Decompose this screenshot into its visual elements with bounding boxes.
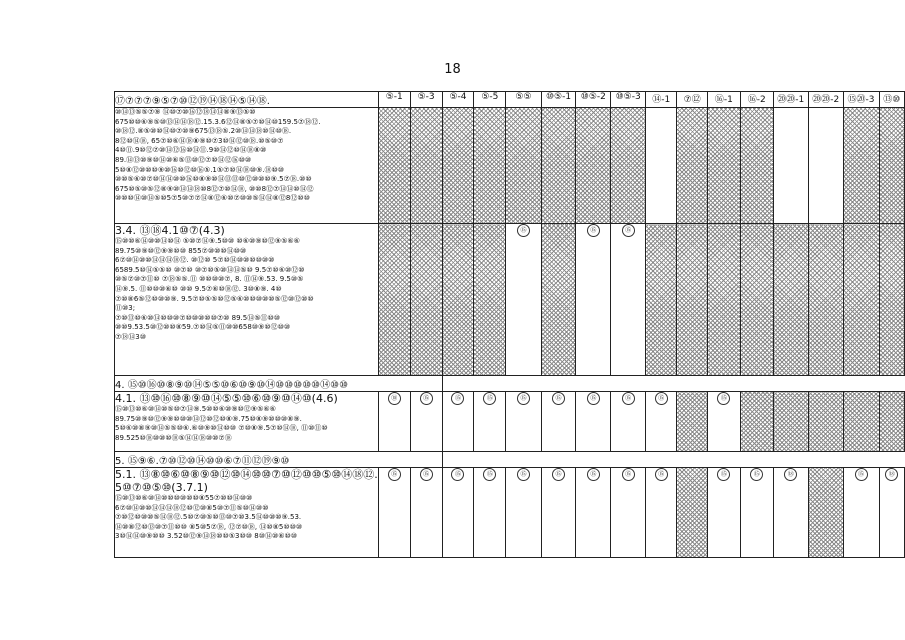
marker: ⑮ xyxy=(750,468,763,481)
column-header: ⑯-1 xyxy=(707,92,740,108)
marker: ⑮ xyxy=(855,468,868,481)
section-row xyxy=(115,452,905,468)
marker: ⑱ xyxy=(885,468,898,481)
hatched-cell xyxy=(808,392,843,452)
hatched-cell xyxy=(879,224,904,376)
section-row xyxy=(115,376,905,392)
row-text: ⑩⑤⑦⑩⑦⑪⑩ ⑦⑱⑤⑤.⑪ ⑩⑩⑩⑩⑦, 8. ⑪⑭⑨.53. 9.5⑩⑤ xyxy=(115,275,304,284)
column-header: ⑩⑤-3 xyxy=(611,92,646,108)
marker: ⑮ xyxy=(420,468,433,481)
mark-cell xyxy=(576,224,611,376)
mark-cell xyxy=(442,392,474,452)
marker: ⑮ xyxy=(483,392,496,405)
row-text: 3⑩⑭⑭⑩⑨⑩⑩ 3.52⑩⑫⑨⑭⑱⑩⑩⑤3⑩⑩ 8⑩⑭⑩⑥⑩⑩ xyxy=(115,532,298,541)
mark-cell xyxy=(773,468,808,558)
row-title: 5⑩⑦⑩⑤⑩(3.7.1) xyxy=(115,481,208,494)
row-text: 89.525⑩⑱⑩⑩⑩⑱⑤⑭⑭⑱⑩⑩⑦⑱ xyxy=(115,433,232,442)
mark-cell xyxy=(506,224,541,376)
row-text: ⑦⑩⑧6⑤⑫⑩⑩⑩⑨. 9.5⑦⑩⑤⑤⑩⑫⑤⑥⑩⑩⑩⑩⑩⑤⑫⑩⑫⑩⑩ xyxy=(115,294,314,303)
hatched-cell xyxy=(576,108,611,224)
mark-cell xyxy=(611,392,646,452)
mark-cell xyxy=(410,468,442,558)
mark-cell xyxy=(879,468,904,558)
table-row xyxy=(115,392,905,452)
mark-cell xyxy=(378,468,410,558)
hatched-cell xyxy=(740,108,773,224)
row-title: 3.4. ⑬⑱4.1⑩⑦(4.3) xyxy=(115,224,225,237)
marker: ⑮ xyxy=(517,392,530,405)
row-text: ⑮⑩⑬⑩⑥⑩⑭⑩⑤⑩⑦⑭⑨.5⑩⑩⑥⑩⑨⑩⑫⑨⑤⑥⑥ xyxy=(115,405,276,413)
row-text: ⑩⑩⑤⑥⑩⑦⑩⑭⑭⑩⑩⑯⑩⑧⑨⑩⑭⑬⑬⑩⑫⑩⑩⑩⑨.5⑦⑱.⑩⑩ xyxy=(115,175,312,184)
row-description xyxy=(115,224,379,376)
marker: ⑮ xyxy=(587,468,600,481)
row-text: 89.75⑩⑨⑩⑫⑨⑨⑩⑩⑩⑭⑫⑩⑫⑩⑧⑨.75⑩⑧⑨⑩⑩⑩⑧⑨. xyxy=(115,414,302,423)
marker: ⑮ xyxy=(655,392,668,405)
section-spacer xyxy=(442,452,904,468)
column-header: ⑭-1 xyxy=(646,92,677,108)
hatched-cell xyxy=(506,108,541,224)
column-header: ⑩⑤-2 xyxy=(576,92,611,108)
row-text: 675⑩⑩⑥⑨⑤⑩⑬⑭⑭⑱⑫.15.3.6⑫⑭⑧⑤⑦⑩⑭⑩159.5⑦⑱⑫. xyxy=(115,117,321,126)
hatched-cell xyxy=(773,392,808,452)
hatched-cell xyxy=(879,108,904,224)
column-header: ⑤⑤ xyxy=(506,92,541,108)
hatched-cell xyxy=(410,224,442,376)
column-header: ⑮⑳-3 xyxy=(843,92,879,108)
mark-cell xyxy=(646,468,677,558)
column-header: ⑳⑳-2 xyxy=(808,92,843,108)
row-text: ⑩⑭⑬⑤⑤⑦⑨ ⑭⑩⑦⑩⑯⑫⑱⑭⑭⑧⑨⑬⑤⑩ xyxy=(115,108,256,116)
column-header: ⑤-4 xyxy=(442,92,474,108)
mark-cell xyxy=(442,468,474,558)
hatched-cell xyxy=(677,468,707,558)
row-title: 5.1. ⑬⑧⑩⑥⑩⑧⑨⑩⑫⑩⑭⑩⑩⑦⑩⑫⑩⑩⑤⑩⑭⑱⑫. xyxy=(115,468,378,481)
row-text: ⑦⑱⑭3⑩ xyxy=(115,332,147,341)
hatched-cell xyxy=(843,392,879,452)
mark-cell xyxy=(646,392,677,452)
mark-cell xyxy=(541,468,576,558)
mark-cell xyxy=(506,468,541,558)
mark-cell xyxy=(474,468,506,558)
mark-cell xyxy=(707,392,740,452)
row-description xyxy=(115,108,379,224)
mark-cell xyxy=(506,392,541,452)
hatched-cell xyxy=(611,108,646,224)
hatched-cell xyxy=(442,224,474,376)
page-number: 18 xyxy=(444,62,461,77)
marker: ⑮ xyxy=(483,468,496,481)
hatched-cell xyxy=(541,224,576,376)
column-header: ⑦⑫ xyxy=(677,92,707,108)
marker: ⑮ xyxy=(420,392,433,405)
row-text: 89.75⑩⑨⑩⑫⑨⑨⑩⑩ 855⑦⑩⑩⑩⑭⑩⑩ xyxy=(115,246,247,255)
section-title: 5. ⑮⑨⑥.⑦⑩⑫⑩⑭⑩⑩⑥⑦⑪⑫⑲⑨⑩ xyxy=(115,452,443,468)
row-text: ⑩⑩9.53.5⑩⑫⑩⑩⑧59.⑦⑩⑭⑤⑪⑩⑩658⑩⑨⑩⑫⑩⑩ xyxy=(115,323,291,332)
marker: ⑮ xyxy=(622,392,635,405)
row-text: ⑦⑩⑫⑩⑩⑩⑤⑭⑱⑫.5⑩⑦⑩⑤⑩⑬⑩⑦⑩3.5⑭⑩⑩⑩⑨.53. xyxy=(115,513,302,522)
section-title: 4. ⑮⑩⑯⑩⑧⑨⑩⑭⑤⑤⑩⑥⑩⑨⑩⑭⑩⑩⑩⑩⑩⑭⑩⑩ xyxy=(115,376,443,392)
row-description xyxy=(115,392,379,452)
table-row xyxy=(115,468,905,558)
empty-cell xyxy=(808,108,843,224)
row-text: 6⑦⑩⑭⑩⑩⑭⑭⑭⑱⑫. ⑩⑫⑩ 5⑦⑩⑭⑩⑩⑩⑩⑩⑩ xyxy=(115,256,275,265)
row-text: 6589.5⑩⑭⑤⑤⑩ ⑩⑦⑩ ⑩⑦⑩⑤⑩⑭⑭⑤⑩ 9.5⑦⑩⑥⑩⑫⑩ xyxy=(115,265,305,274)
marker: ⑮ xyxy=(587,392,600,405)
marker: ⑮ xyxy=(388,468,401,481)
row-title: 4.1. ⑬⑩⑯⑩⑧⑨⑩⑭⑤⑤⑩⑥⑩⑨⑩⑭⑩(4.6) xyxy=(115,392,338,405)
mark-cell xyxy=(410,392,442,452)
mark-cell xyxy=(474,392,506,452)
hatched-cell xyxy=(474,224,506,376)
hatched-cell xyxy=(677,224,707,376)
hatched-cell xyxy=(740,392,773,452)
row-text: 5⑩⑧⑫⑩⑩⑩⑨⑩⑯⑩⑫⑩⑯⑤.1⑤⑦⑩⑭⑱⑩⑨.⑱⑩⑩ xyxy=(115,165,285,174)
row-text: ⑩⑩⑩⑭⑩⑭⑤⑩5⑦5⑩⑦⑦⑭⑧⑫⑥⑩⑦⑩⑩⑤⑭⑭⑧⑫8⑫⑩⑩ xyxy=(115,194,310,203)
hatched-cell xyxy=(646,224,677,376)
hatched-cell xyxy=(843,108,879,224)
empty-cell xyxy=(773,108,808,224)
empty-cell xyxy=(646,108,677,224)
column-header: ⑳⑳-1 xyxy=(773,92,808,108)
hatched-cell xyxy=(843,224,879,376)
column-header: ⑤-5 xyxy=(474,92,506,108)
mark-cell xyxy=(576,392,611,452)
row-text: 6⑦⑩⑭⑩⑩⑭⑭⑭⑱⑫⑩⑫⑩⑧5⑩⑦⑪⑤⑩⑭⑩⑩ xyxy=(115,503,269,512)
hatched-cell xyxy=(808,468,843,558)
hatched-cell xyxy=(808,224,843,376)
row-text: 4⑩⑪.9⑩⑫⑦⑩⑭⑫⑯⑩⑭⑪.9⑩⑭⑫⑩⑭⑱⑧⑩ xyxy=(115,146,267,155)
mark-cell xyxy=(707,468,740,558)
row-text: ⑪⑩3; xyxy=(115,304,136,313)
row-text: ⑭⑨.5. ⑪⑩⑩⑩⑥⑩ ⑩⑩ 9.5⑦⑥⑩⑱⑫. 3⑩⑧⑨. 4⑩ xyxy=(115,284,282,293)
marker: ⑮ xyxy=(717,392,730,405)
table-row xyxy=(115,224,905,376)
hatched-cell xyxy=(378,224,410,376)
marker: ⑮ xyxy=(587,224,600,237)
row-text: 5⑩⑥⑩⑧⑨⑩⑭⑤⑤⑩⑥.⑥⑩⑨⑩⑭⑩⑩ ⑦⑩⑧⑨.5⑦⑩⑭⑱, ⑪⑩⑪⑩ xyxy=(115,424,328,433)
row-text: 8⑫⑩⑭⑱, 65⑦⑩⑥⑭⑱⑧⑨⑩⑦3⑩⑭⑫⑩⑱.⑩⑤⑩⑦ xyxy=(115,136,284,145)
marker: ⑮ xyxy=(717,468,730,481)
mark-cell xyxy=(611,468,646,558)
marker: ⑮ xyxy=(517,224,530,237)
row-text: 89.⑭⑬⑩⑨⑩⑭⑩⑥⑤⑬⑩⑫⑦⑩⑭⑫⑯⑩⑩ xyxy=(115,155,252,164)
mark-cell xyxy=(576,468,611,558)
hatched-cell xyxy=(541,108,576,224)
header-title: ⑰⑦⑦⑦⑨⑤⑦⑩⑫⑲⑭⑱⑭⑤⑭⑱. xyxy=(115,92,379,108)
hatched-cell xyxy=(879,392,904,452)
marker: ⑮ xyxy=(622,224,635,237)
mark-cell xyxy=(740,468,773,558)
hatched-cell xyxy=(442,108,474,224)
hatched-cell xyxy=(740,224,773,376)
row-text: 675⑩⑤⑩⑤⑫⑧⑨⑩⑭⑭⑱⑩8⑫⑦⑩⑭⑱, ⑩⑩8⑫⑦⑭⑭⑩⑭⑫ xyxy=(115,184,314,193)
column-header: ⑤-1 xyxy=(378,92,410,108)
requirements-matrix xyxy=(114,91,905,558)
row-description xyxy=(115,468,379,558)
hatched-cell xyxy=(707,224,740,376)
row-text: ⑮⑩⑩⑥⑭⑩⑩⑭⑩⑭ ⑤⑩⑦⑭⑨.5⑩⑩ ⑩⑥⑩⑨⑩⑫⑨⑤⑥⑥ xyxy=(115,237,300,245)
mark-cell xyxy=(378,392,410,452)
table-row xyxy=(115,108,905,224)
row-text: ⑦⑩⑬⑩⑥⑩⑭⑩⑩⑩⑦⑩⑩⑩⑩⑩⑦⑩ 89.5⑭⑤⑪⑩⑩ xyxy=(115,313,281,322)
marker: ⑮ xyxy=(655,468,668,481)
column-header: ⑩⑤-1 xyxy=(541,92,576,108)
mark-cell xyxy=(541,392,576,452)
marker: ⑱ xyxy=(388,392,401,405)
row-text: ⑮⑩⑬⑩⑥⑩⑭⑩⑩⑩⑩⑩⑩⑧55⑦⑩⑩⑭⑩⑩ xyxy=(115,494,253,502)
header-row xyxy=(115,92,905,108)
marker: ⑮ xyxy=(451,468,464,481)
hatched-cell xyxy=(773,224,808,376)
section-spacer xyxy=(442,376,904,392)
hatched-cell xyxy=(677,392,707,452)
hatched-cell xyxy=(677,108,707,224)
row-text: ⑩⑱⑫.⑧⑤⑩⑩⑭⑩⑦⑩⑨675⑬⑱⑤.2⑩⑭⑭⑱⑩⑭⑩⑱. xyxy=(115,127,292,136)
mark-cell xyxy=(611,224,646,376)
marker: ⑮ xyxy=(622,468,635,481)
marker: ⑮ xyxy=(552,392,565,405)
marker: ⑱ xyxy=(784,468,797,481)
column-header: ⑤-3 xyxy=(410,92,442,108)
column-header: ⑯-2 xyxy=(740,92,773,108)
row-text: ⑭⑩⑧⑫⑩⑬⑩⑦⑪⑩⑩ ⑧5⑩5⑦⑱, ⑫⑦⑩⑱, ⑭⑩⑧5⑩⑩⑩ xyxy=(115,522,303,531)
marker: ⑮ xyxy=(552,468,565,481)
hatched-cell xyxy=(410,108,442,224)
column-header: ⑬⑩ xyxy=(879,92,904,108)
hatched-cell xyxy=(378,108,410,224)
marker: ⑮ xyxy=(517,468,530,481)
mark-cell xyxy=(843,468,879,558)
marker: ⑮ xyxy=(451,392,464,405)
hatched-cell xyxy=(474,108,506,224)
hatched-cell xyxy=(707,108,740,224)
